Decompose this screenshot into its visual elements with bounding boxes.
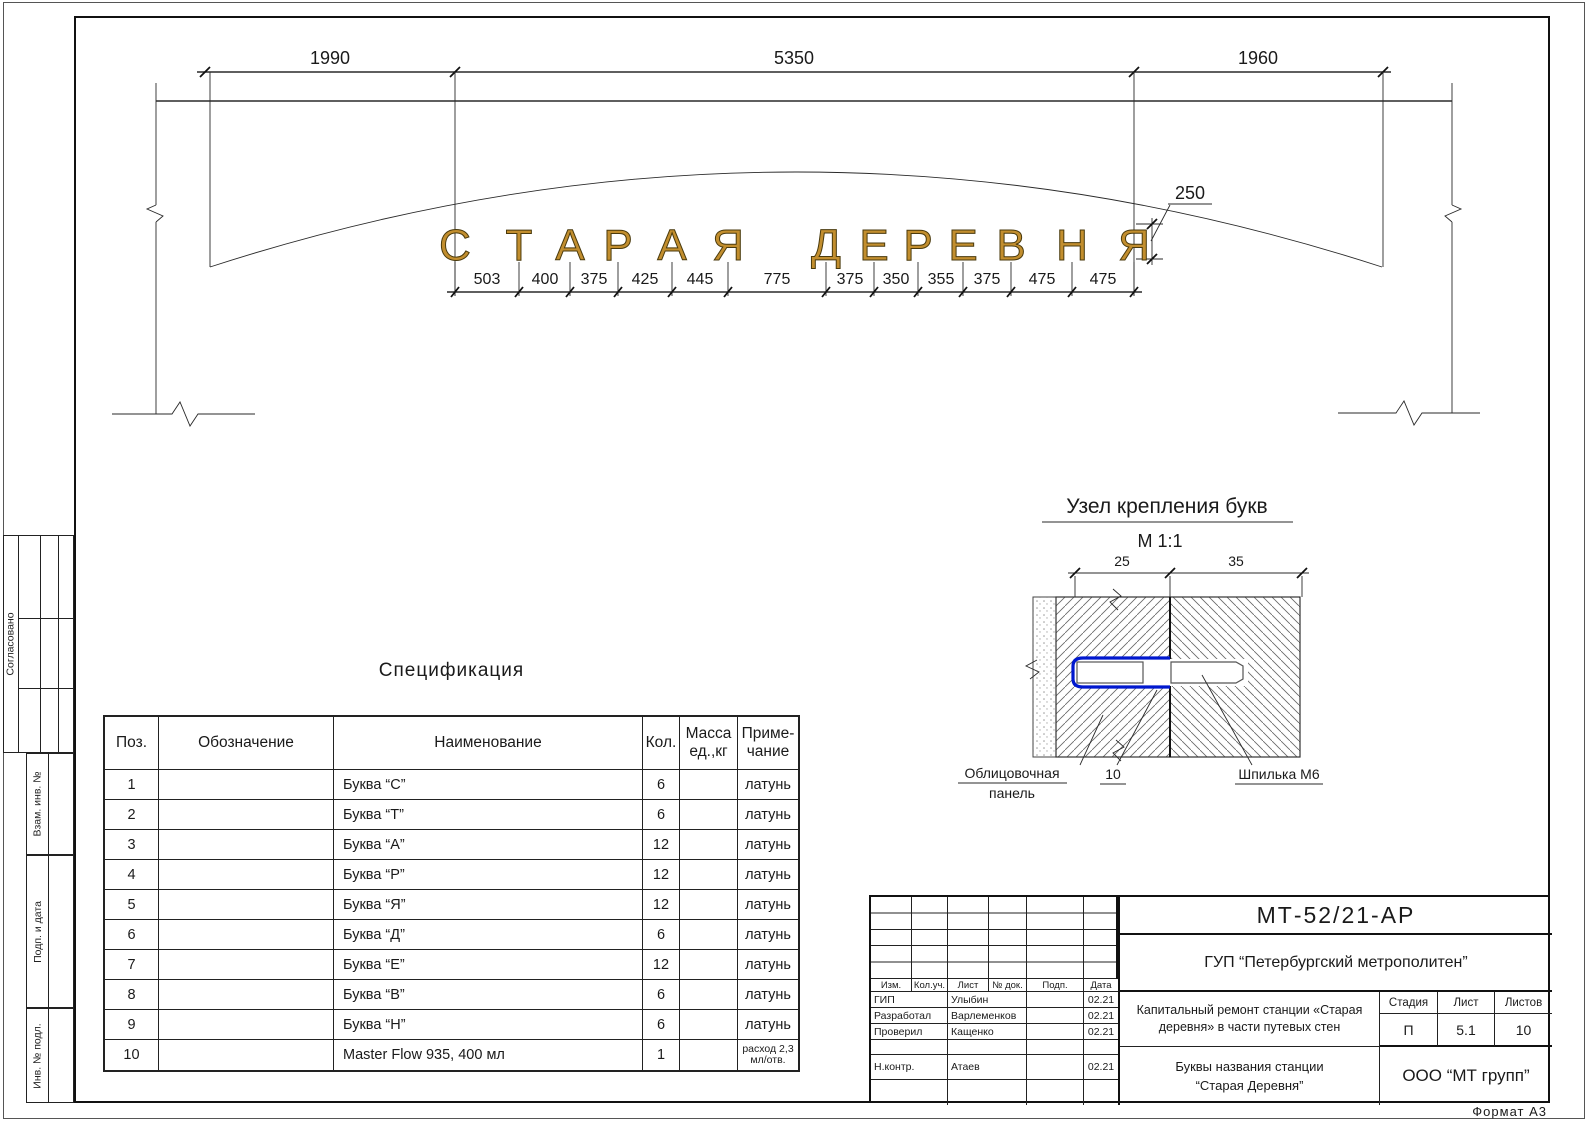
- letter-spacing-dim: 475: [1028, 271, 1056, 288]
- podp-data-block: [26, 855, 74, 1008]
- sign-letter: Н: [1056, 221, 1088, 270]
- table-row: [105, 1010, 798, 1040]
- cell-note: латунь: [745, 986, 791, 1003]
- letter-spacing-dim: 375: [580, 271, 608, 288]
- cell-name: Буква “В”: [334, 980, 643, 1009]
- cell-qty: 12: [643, 860, 680, 889]
- cell-pos: 7: [105, 950, 159, 979]
- letter-mounting-detail: [930, 480, 1350, 820]
- table-row: [105, 770, 798, 800]
- cell-name: Буква “Р”: [334, 860, 643, 889]
- letter-spacing-dim: 475: [1089, 271, 1117, 288]
- doc-number: МТ-52/21-АР: [1120, 897, 1552, 935]
- letter-spacing-dim: 775: [763, 271, 791, 288]
- cell-pos: 2: [105, 800, 159, 829]
- detail-geometry: [958, 495, 1323, 801]
- revision-header-row: [871, 979, 1120, 992]
- sign-letter: Р: [603, 221, 633, 270]
- cell-designation: [159, 920, 334, 949]
- cell-pos: 1: [105, 770, 159, 799]
- cell-mass: [680, 1040, 738, 1070]
- cell-name: Буква “А”: [334, 830, 643, 859]
- table-row: [105, 860, 798, 890]
- vzam-inv-label: Взам. инв. №: [27, 754, 49, 854]
- gap-dim-10: 10: [1105, 766, 1121, 782]
- letter-spacing-dim: 400: [531, 271, 559, 288]
- sheet-value: 5.1: [1438, 1014, 1495, 1047]
- spec-col-note: Приме- чание: [741, 725, 795, 760]
- cell-qty: 6: [643, 1010, 680, 1039]
- dim-1960: 1960: [1237, 48, 1279, 68]
- panel-label-line1: Облицовочная: [964, 765, 1060, 781]
- cell-mass: [680, 830, 738, 859]
- detail-scale: М 1:1: [1137, 531, 1183, 551]
- cell-qty: 12: [643, 890, 680, 919]
- soglasovano-grid: [19, 536, 73, 752]
- letter-spacing-dim: 375: [973, 271, 1001, 288]
- cell-qty: 6: [643, 980, 680, 1009]
- col-koluch: Кол.уч.: [912, 979, 948, 991]
- staff-row: [871, 1080, 1120, 1105]
- vzam-inv-block: [26, 753, 74, 855]
- staff-row: Н.контр. Атаев 02.21: [871, 1055, 1120, 1080]
- cell-name: Буква “Н”: [334, 1010, 643, 1039]
- sign-letter: А: [657, 221, 687, 270]
- sign-letter: Е: [859, 221, 889, 270]
- format-label: Формат А3: [1472, 1104, 1547, 1119]
- podp-data-label: Подп. и дата: [27, 856, 49, 1007]
- cell-name: Буква “Я”: [334, 890, 643, 919]
- stud-label: Шпилька М6: [1238, 766, 1320, 782]
- revision-grid: [871, 897, 1120, 979]
- object-name: Буквы названия станции “Старая Деревня”: [1120, 1047, 1380, 1105]
- cell-mass: [680, 1010, 738, 1039]
- sign-letter: Я: [1118, 221, 1150, 270]
- letter-spacing-dim: 350: [882, 271, 910, 288]
- letter-spacing-dim: 503: [473, 271, 501, 288]
- table-row: [105, 830, 798, 860]
- detail-dim-35: 35: [1228, 553, 1244, 569]
- cell-name: Буква “Д”: [334, 920, 643, 949]
- cell-qty: 12: [643, 830, 680, 859]
- cell-pos: 3: [105, 830, 159, 859]
- sign-letters-and-dimensions: [439, 221, 1150, 297]
- cell-note: латунь: [745, 956, 791, 973]
- sheets-header: Листов: [1495, 992, 1552, 1014]
- spec-col-pos: Поз.: [105, 717, 159, 769]
- sign-letter: Я: [712, 221, 744, 270]
- cell-designation: [159, 890, 334, 919]
- spec-header-row: [105, 717, 798, 770]
- col-izm: Изм.: [871, 979, 912, 991]
- cell-note: латунь: [745, 1016, 791, 1033]
- table-row: [105, 920, 798, 950]
- cell-name: Буква “С”: [334, 770, 643, 799]
- cell-qty: 6: [643, 920, 680, 949]
- staff-rows: [871, 992, 1120, 1105]
- staff-row: Проверил Кащенко 02.21: [871, 1024, 1120, 1040]
- cell-pos: 5: [105, 890, 159, 919]
- cell-designation: [159, 1010, 334, 1039]
- inv-podl-label: Инв. № подл.: [27, 1009, 49, 1102]
- stage-value: П: [1380, 1014, 1438, 1047]
- sheet-header: Лист: [1438, 992, 1495, 1014]
- spec-title: Спецификация: [378, 660, 525, 681]
- project-name: Капитальный ремонт станции «Старая деревня» в части путевых стен: [1120, 992, 1380, 1047]
- cell-pos: 8: [105, 980, 159, 1009]
- table-row: [105, 950, 798, 980]
- cell-mass: [680, 770, 738, 799]
- inv-podl-block: [26, 1008, 74, 1103]
- cell-designation: [159, 860, 334, 889]
- soglasovano-block: [3, 535, 74, 753]
- table-row: [105, 800, 798, 830]
- cell-note: латунь: [745, 896, 791, 913]
- table-row: [105, 1040, 798, 1070]
- col-data: Дата: [1084, 979, 1120, 991]
- organization: ГУП “Петербургский метрополитен”: [1120, 935, 1552, 992]
- letter-spacing-dim: 445: [686, 271, 714, 288]
- cell-note: расход 2,3 мл/отв.: [742, 1042, 794, 1066]
- cell-mass: [680, 860, 738, 889]
- panel-label-line2: панель: [989, 785, 1035, 801]
- dim-1990: 1990: [309, 48, 351, 68]
- letter-spacing-dim: 425: [631, 271, 659, 288]
- detail-dim-25: 25: [1114, 553, 1130, 569]
- col-podp: Подп.: [1027, 979, 1084, 991]
- cell-name: Master Flow 935, 400 мл: [334, 1040, 643, 1070]
- staff-row: ГИП Улыбин 02.21: [871, 992, 1120, 1008]
- cell-qty: 6: [643, 770, 680, 799]
- cell-designation: [159, 950, 334, 979]
- table-row: [105, 890, 798, 920]
- cell-qty: 12: [643, 950, 680, 979]
- specification-table: [103, 715, 800, 1072]
- cell-note: латунь: [745, 806, 791, 823]
- cell-qty: 1: [643, 1040, 680, 1070]
- cell-designation: [159, 980, 334, 1009]
- sheets-value: 10: [1495, 1014, 1552, 1047]
- cell-mass: [680, 980, 738, 1009]
- sign-elevation-drawing: [0, 0, 1588, 480]
- cell-designation: [159, 800, 334, 829]
- letter-spacing-dim: 355: [927, 271, 955, 288]
- sign-letter: Р: [903, 221, 933, 270]
- sign-letter: Д: [811, 221, 841, 270]
- wall-and-columns: [112, 67, 1480, 426]
- cell-name: Буква “Е”: [334, 950, 643, 979]
- letter-spacing-dim: 375: [836, 271, 864, 288]
- dim-letter-height: 250: [1174, 183, 1206, 203]
- cell-name: Буква “Т”: [334, 800, 643, 829]
- staff-row: [871, 1040, 1120, 1055]
- dim-5350: 5350: [773, 48, 815, 68]
- cell-pos: 4: [105, 860, 159, 889]
- sign-letter: Т: [505, 221, 533, 270]
- col-list: Лист: [948, 979, 989, 991]
- cell-mass: [680, 950, 738, 979]
- detail-title: Узел крепления букв: [1066, 495, 1268, 518]
- sign-letter: А: [555, 221, 585, 270]
- spec-col-designation: Обозначение: [159, 717, 334, 769]
- cell-mass: [680, 800, 738, 829]
- table-row: [105, 980, 798, 1010]
- cell-note: латунь: [745, 866, 791, 883]
- sign-letter: С: [439, 221, 471, 270]
- col-ndok: № док.: [989, 979, 1027, 991]
- cell-note: латунь: [745, 836, 791, 853]
- spec-col-qty: Кол.: [643, 717, 680, 769]
- cell-qty: 6: [643, 800, 680, 829]
- cell-designation: [159, 830, 334, 859]
- divider: [1118, 897, 1120, 1105]
- spec-col-mass: Масса ед.,кг: [680, 717, 738, 769]
- cell-note: латунь: [745, 926, 791, 943]
- cell-mass: [680, 920, 738, 949]
- company-name: ООО “МТ групп”: [1402, 1066, 1530, 1085]
- cell-pos: 9: [105, 1010, 159, 1039]
- staff-row: Разработал Варлеменков 02.21: [871, 1008, 1120, 1024]
- cell-mass: [680, 890, 738, 919]
- stage-header: Стадия: [1380, 992, 1438, 1014]
- cell-note: латунь: [745, 776, 791, 793]
- soglasovano-label: Согласовано: [4, 536, 19, 752]
- cell-pos: 10: [105, 1040, 159, 1070]
- cell-pos: 6: [105, 920, 159, 949]
- sign-letter: Е: [948, 221, 978, 270]
- title-block: [869, 895, 1550, 1103]
- cell-designation: [159, 1040, 334, 1070]
- spec-col-name: Наименование: [334, 717, 643, 769]
- sign-letter: В: [996, 221, 1026, 270]
- cell-designation: [159, 770, 334, 799]
